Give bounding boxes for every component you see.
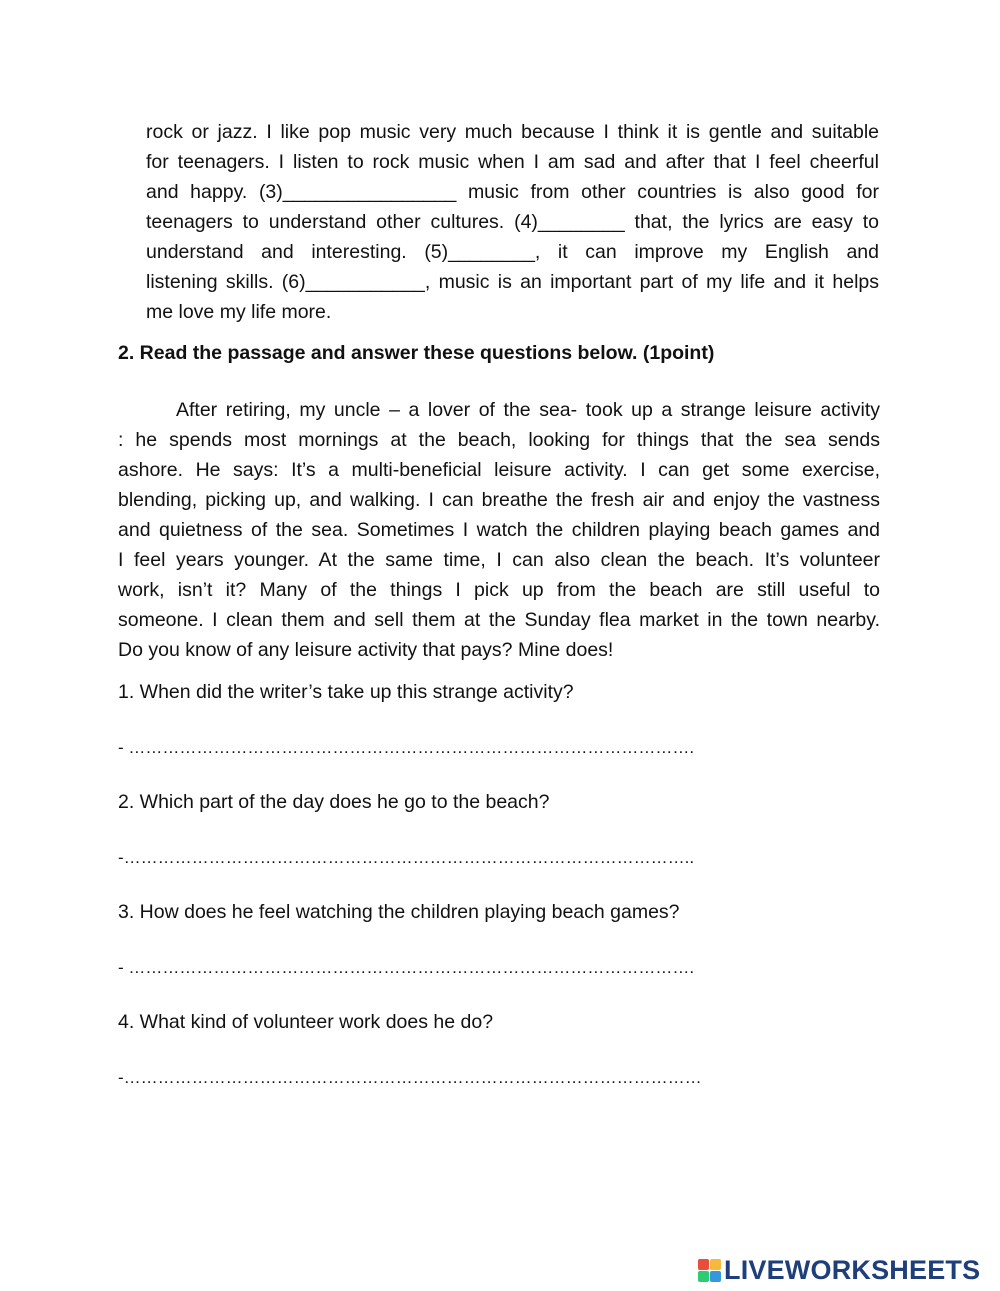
passage-line: work, isn’t it? Many of the things I pick up from the beach are still useful to	[118, 579, 880, 601]
reading-passage	[118, 395, 880, 665]
answer-field-3[interactable]: - ……………………………………………………………………………………….	[118, 958, 695, 977]
passage-line: and quietness of the sea. Sometimes I watch the children playing beach games and	[118, 519, 880, 541]
logo-square	[710, 1271, 721, 1282]
passage-line: I feel years younger. At the same time, I can also clean the beach. It’s volunteer	[118, 549, 880, 571]
passage-line: After retiring, my uncle – a lover of the sea- took up a strange leisure activity	[176, 399, 880, 421]
passage-line: someone. I clean them and sell them at the Sunday flea market in the town nearby.	[118, 609, 880, 631]
logo-text: LIVEWORKSHEETS	[724, 1255, 981, 1285]
passage-line: blending, picking up, and walking. I can breathe the fresh air and enjoy the vastness	[118, 489, 880, 511]
passage-line: me love my life more.	[146, 301, 332, 323]
question-1: 1. When did the writer’s take up this strange activity?	[118, 681, 574, 703]
passage-line: rock or jazz. I like pop music very much because I think it is gentle and suitable	[146, 121, 879, 143]
passage-line: teenagers to understand other cultures. (4)________ that, the lyrics are easy to	[146, 211, 879, 233]
answer-field-1[interactable]: - ……………………………………………………………………………………….	[118, 738, 695, 757]
music-passage	[146, 117, 879, 327]
liveworksheets-logo	[698, 1255, 980, 1285]
passage-line: listening skills. (6)___________, music is an important part of my life and it helps	[146, 271, 879, 293]
section-heading: 2. Read the passage and answer these questions below. (1point)	[118, 342, 715, 364]
logo-square	[710, 1259, 721, 1270]
logo-square	[698, 1271, 709, 1282]
logo-mark-icon	[698, 1259, 721, 1282]
logo-square	[698, 1259, 709, 1270]
question-4: 4. What kind of volunteer work does he do?	[118, 1011, 494, 1033]
passage-line: ashore. He says: It’s a multi-beneficial leisure activity. I can get some exercise,	[118, 459, 880, 481]
passage-line: Do you know of any leisure activity that pays? Mine does!	[118, 639, 614, 661]
question-3: 3. How does he feel watching the children playing beach games?	[118, 901, 680, 923]
passage-line: for teenagers. I listen to rock music when I am sad and after that I feel cheerful	[146, 151, 879, 173]
passage-line: understand and interesting. (5)________, it can improve my English and	[146, 241, 879, 263]
passage-line: : he spends most mornings at the beach, looking for things that the sea sends	[118, 429, 880, 451]
question-2: 2. Which part of the day does he go to the beach?	[118, 791, 550, 813]
answer-field-2[interactable]: -………………………………………………………………………………………..	[118, 848, 695, 867]
answer-field-4[interactable]: -…………………………………………………………………………………………	[118, 1068, 702, 1087]
passage-line: and happy. (3)________________ music from other countries is also good for	[146, 181, 879, 203]
